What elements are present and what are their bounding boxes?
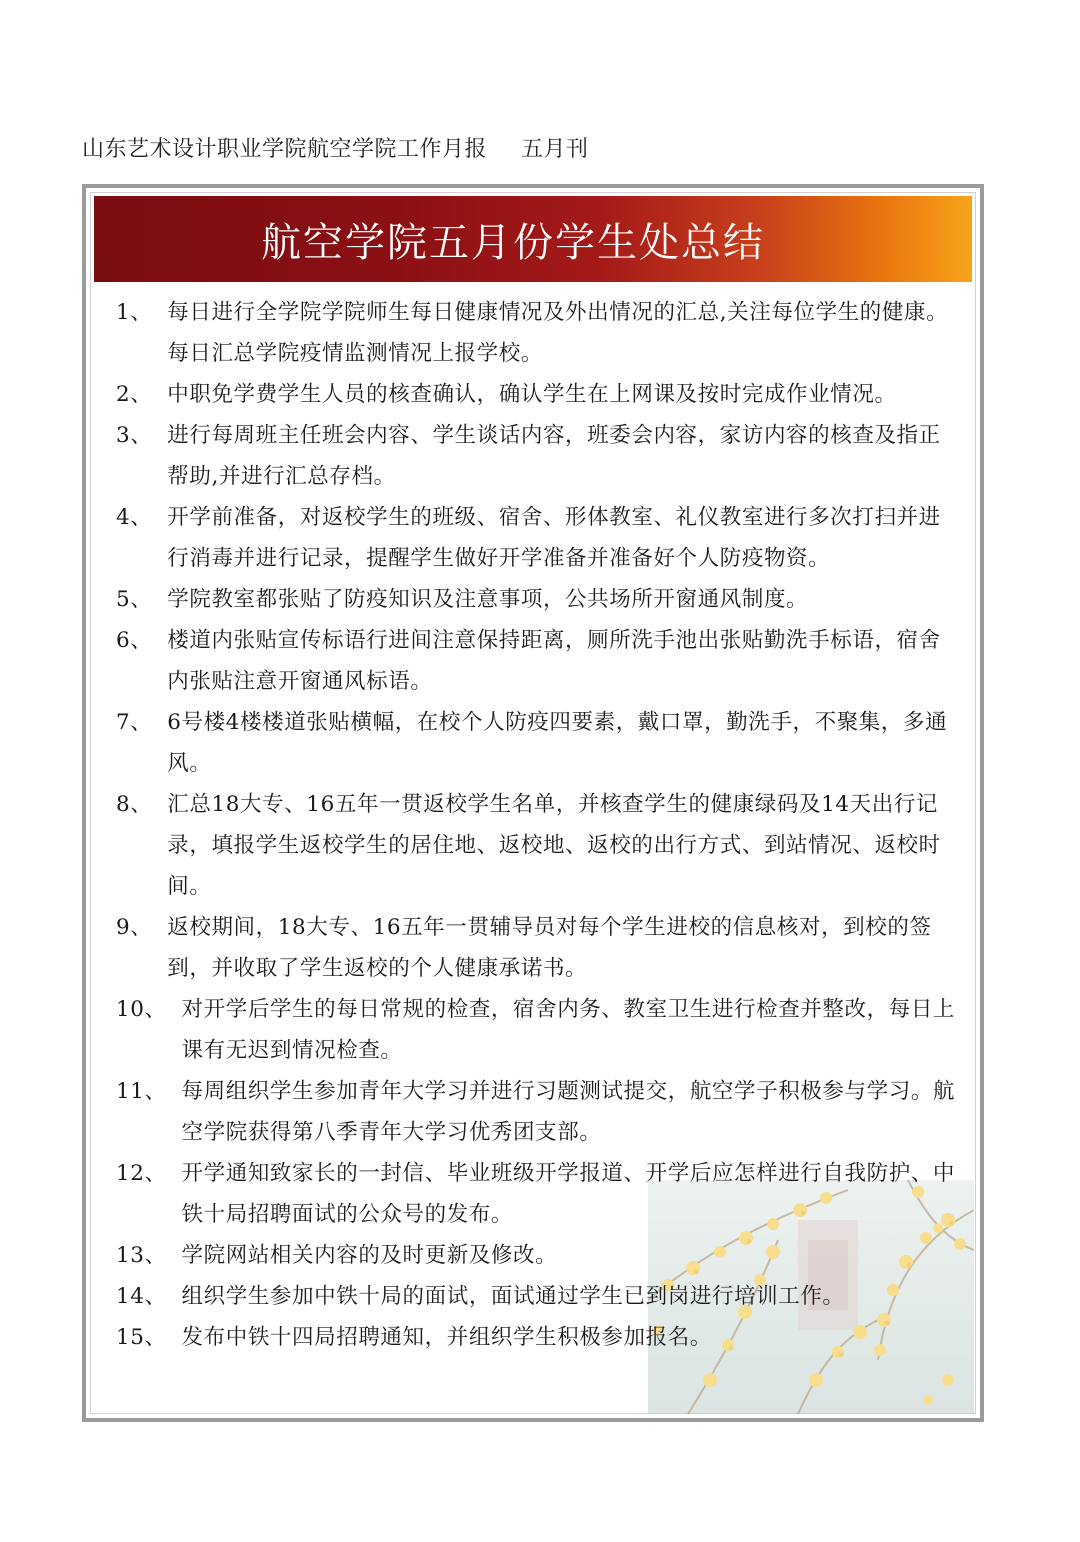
list-item — [116, 702, 956, 784]
list-item — [116, 620, 956, 702]
issue-label: 五月刊 — [521, 137, 589, 162]
item-number: 15、 — [116, 1325, 182, 1350]
item-text: 楼道内张贴宣传标语行进间注意保持距离，厕所洗手池出张贴勤洗手标语，宿舍内张贴注意开窗通风标语。 — [167, 628, 941, 694]
item-number: 13、 — [116, 1243, 182, 1268]
item-number: 3、 — [116, 423, 168, 448]
item-number: 12、 — [116, 1161, 182, 1186]
list-item — [116, 415, 956, 497]
banner-title: 航空学院五月份学生处总结 — [261, 219, 765, 266]
item-number: 4、 — [116, 505, 168, 530]
list-item — [116, 579, 956, 620]
item-number: 7、 — [116, 710, 168, 735]
summary-frame — [82, 184, 984, 1422]
item-number: 11、 — [116, 1079, 182, 1104]
item-text: 每日进行全学院学院师生每日健康情况及外出情况的汇总,关注每位学生的健康。每日汇总学院疫情监测情况上报学校。 — [167, 300, 949, 366]
list-item — [116, 374, 956, 415]
item-text: 学院教室都张贴了防疫知识及注意事项，公共场所开窗通风制度。 — [167, 587, 809, 612]
item-text: 组织学生参加中铁十局的面试，面试通过学生已到岗进行培训工作。 — [181, 1284, 845, 1309]
title-banner — [94, 196, 972, 282]
item-text: 汇总18大专、16五年一贯返校学生名单，并核查学生的健康绿码及14天出行记录，填报学生返校学生的居住地、返校地、返校的出行方式、到站情况、返校时间。 — [167, 792, 941, 899]
running-header — [82, 132, 589, 163]
item-text: 开学前准备，对返校学生的班级、宿舍、形体教室、礼仪教室进行多次打扫并进行消毒并进行记录，提醒学生做好开学准备并准备好个人防疫物资。 — [167, 505, 941, 571]
list-item — [116, 784, 956, 907]
item-text: 进行每周班主任班会内容、学生谈话内容，班委会内容，家访内容的核查及指正帮助,并进行汇总存档。 — [167, 423, 941, 489]
list-item — [116, 1153, 956, 1235]
item-text: 中职免学费学生人员的核查确认，确认学生在上网课及按时完成作业情况。 — [167, 382, 897, 407]
list-item — [116, 907, 956, 989]
item-text: 返校期间，18大专、16五年一贯辅导员对每个学生进校的信息核对，到校的签到，并收取了学生返校的个人健康承诺书。 — [167, 915, 932, 981]
item-text: 每周组织学生参加青年大学习并进行习题测试提交，航空学子积极参与学习。航空学院获得第八季青年大学习优秀团支部。 — [181, 1079, 956, 1145]
item-number: 9、 — [116, 915, 168, 940]
list-item — [116, 1276, 956, 1317]
item-text: 6号楼4楼楼道张贴横幅，在校个人防疫四要素，戴口罩，勤洗手，不聚集，多通风。 — [167, 710, 948, 776]
list-item — [116, 1071, 956, 1153]
item-number: 2、 — [116, 382, 168, 407]
item-text: 对开学后学生的每日常规的检查，宿舍内务、教室卫生进行检查并整改，每日上课有无迟到情况检查。 — [181, 997, 956, 1063]
summary-list — [116, 292, 956, 1358]
list-item — [116, 292, 956, 374]
list-item — [116, 497, 956, 579]
item-text: 学院网站相关内容的及时更新及修改。 — [181, 1243, 558, 1268]
item-number: 8、 — [116, 792, 168, 817]
item-number: 10、 — [116, 997, 182, 1022]
item-number: 14、 — [116, 1284, 182, 1309]
list-item — [116, 1235, 956, 1276]
list-item — [116, 1317, 956, 1358]
item-text: 开学通知致家长的一封信、毕业班级开学报道、开学后应怎样进行自我防护、中铁十局招聘面试的公众号的发布。 — [181, 1161, 956, 1227]
item-number: 5、 — [116, 587, 168, 612]
item-text: 发布中铁十四局招聘通知，并组织学生积极参加报名。 — [181, 1325, 712, 1350]
report-title: 山东艺术设计职业学院航空学院工作月报 — [82, 137, 488, 162]
item-number: 6、 — [116, 628, 168, 653]
list-item — [116, 989, 956, 1071]
item-number: 1、 — [116, 300, 168, 325]
